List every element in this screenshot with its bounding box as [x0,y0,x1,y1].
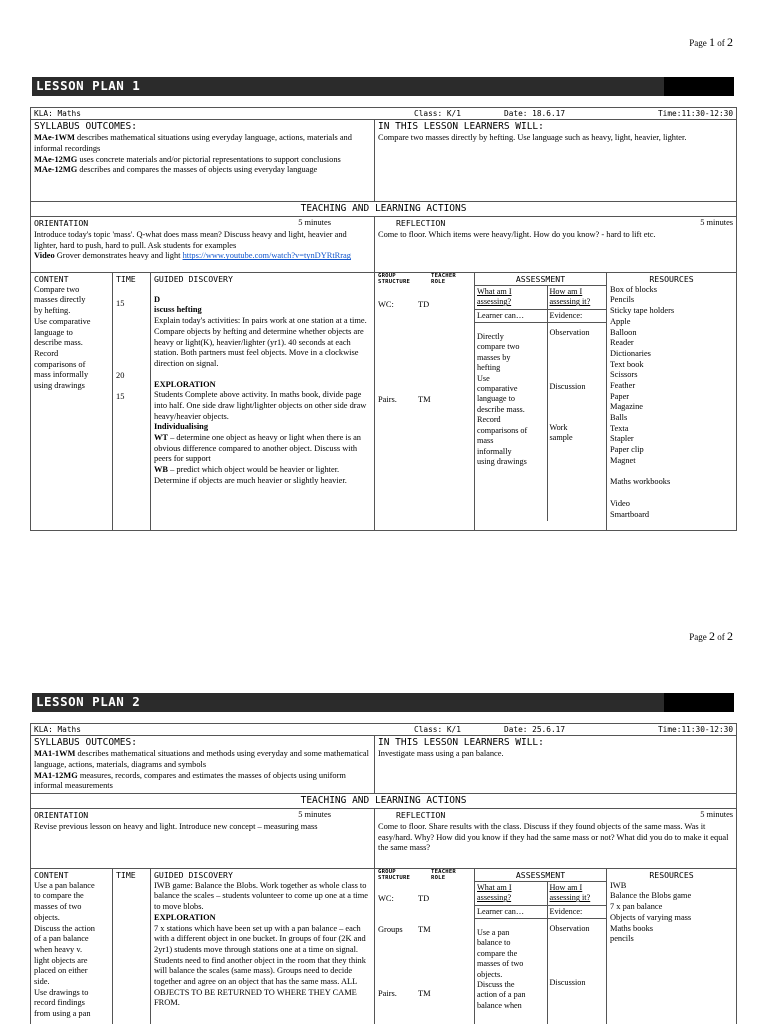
learners-will: IN THIS LESSON LEARNERS WILL: Investigate mass using a pan balance. [375,736,737,794]
lesson-plan-2 [30,723,736,1024]
lesson-meta-row: KLA: Maths Class: K/1 Date: 18.6.17 Time:11:30-12:30 [31,108,737,120]
orientation: ORIENTATION 5 minutes Introduce today's topic 'mass'. Q-what does mass mean? Discuss heavy and light, heavier and lighter, hard to push, hard to pull. Ask students for examples Video Grover demonstrates heavy and light https://www.youtube.com/watch?v=tynDYRtRrag [31,217,375,273]
resources: RESOURCES Box of blocks Pencils Sticky tape holders Apple Balloon Reader Dictionaries Text book Scissors Feather Paper Magazine Balls Texta Stapler Paper clip Magnet Maths workbooks Video Smartboard [607,273,737,531]
reflection: REFLECTION 5 minutes Come to floor. Which items were heavy/light. How do you know? - hard to lift etc. [375,217,737,273]
syllabus-outcomes: SYLLABUS OUTCOMES: MA1-1WM describes mathematical situations and methods using everyday and some mathematical language, actions, materials, diagrams and symbols MA1-12MG measures, records, compares and estimates the masses of objects using uniform informal measurements [31,736,375,794]
lesson-plan-1 [30,107,736,531]
reflection: REFLECTION 5 minutes Come to floor. Share results with the class. Discuss if they found objects of the same mass. Was it easy/hard. Why? How did you know if they had the same mass or not? What did you do to make it equal the same mass? [375,809,737,869]
content-column: CONTENT Use a pan balance to compare the masses of two objects. Discuss the action of a pan balance when heavy v. light objects are placed on either side. Use drawings to record findings from using a pan [31,869,113,1024]
page-number: Page 2 of 2 [689,629,733,643]
learners-will: IN THIS LESSON LEARNERS WILL: Compare two masses directly by hefting. Use language such as heavy, light, heavier, lighter. [375,120,737,202]
lesson-plan-title: LESSON PLAN 2 [36,694,141,709]
assessment: ASSESSMENT What am I assessing? How am I assessing it? Learner can… Evidence: Directly compare two masses by hefting Use comparative language to describe mass. Record comparisons of mass informally using drawings Observation Discussion Work sample [475,273,607,531]
time-column: TIME 15 20 15 [113,273,151,531]
teaching-actions-heading: TEACHING AND LEARNING ACTIONS [31,202,737,217]
group-teacher-column: GROUP STRUCTURE TEACHER ROLE WC: TD Groups TM Pairs. TM [375,869,475,1024]
group-teacher-column: GROUP STRUCTURE TEACHER ROLE WC: TD Pairs. TM [375,273,475,531]
video-link[interactable]: https://www.youtube.com/watch?v=tynDYRtRrag [182,251,351,261]
lesson-plan-banner [32,693,734,712]
guided-discovery: GUIDED DISCOVERY IWB game: Balance the Blobs. Work together as whole class to balance the scales – students volunteer to come up one at a time to move blobs. EXPLORATION 7 x stations which have been set up with a pan balance – each with a different object in one bucket. In groups of four (2K and 2yr1) students move through stations one at a time on signal. Students need to find another object in the room that they think will balance the scales (same mass). Groups need to decide together and agree on an object that has the same mass. ALL OBJECTS TO BE RETURNED TO WHERE THEY CAME FROM. [151,869,375,1024]
guided-discovery: GUIDED DISCOVERY D iscuss hefting Explain today's activities: In pairs work at one station at a time. Compare objects by hefting and determine whether objects are heavy or light(K), heavier/lighter (yr1). 40 seconds at each station. Both partners must feel objects. Move in a clockwise direction on signal. EXPLORATION Students Complete above activity. In maths book, divide page into half. One side draw light/lighter objects on other side draw heavy/heavier objects. Individualising WT – determine one object as heavy or light when there is an obvious difference compared to another object. Discuss with peers for support WB – predict which object would be heavier or lighter. Determine if objects are much heavier or slightly heavier. [151,273,375,531]
lesson-plan-banner [32,77,734,96]
lesson-meta-row: KLA: Maths Class: K/1 Date: 25.6.17 Time:11:30-12:30 [31,724,737,736]
orientation: ORIENTATION 5 minutes Revise previous lesson on heavy and light. Introduce new concept – measuring mass [31,809,375,869]
syllabus-outcomes: SYLLABUS OUTCOMES: MAe-1WM describes mathematical situations using everyday language, actions, materials and informal recordings MAe-12MG uses concrete materials and/or pictorial representations to support conclusions MAe-12MG describes and compares the masses of objects using everyday language [31,120,375,202]
lesson-plan-title: LESSON PLAN 1 [36,78,141,93]
page-number: Page 1 of 2 [689,35,733,49]
time-column: TIME [113,869,151,1024]
resources: RESOURCES IWB Balance the Blobs game 7 x pan balance Objects of varying mass Maths books pencils [607,869,737,1024]
teaching-actions-heading: TEACHING AND LEARNING ACTIONS [31,794,737,809]
assessment: ASSESSMENT What am I assessing? How am I assessing it? Learner can… Evidence: Use a pan balance to compare the masses of two objects. Discuss the action of a pan balance when Observation Discussion [475,869,607,1024]
content-column: CONTENT Compare two masses directly by hefting. Use comparative language to describe mass. Record comparisons of mass informally using drawings [31,273,113,531]
